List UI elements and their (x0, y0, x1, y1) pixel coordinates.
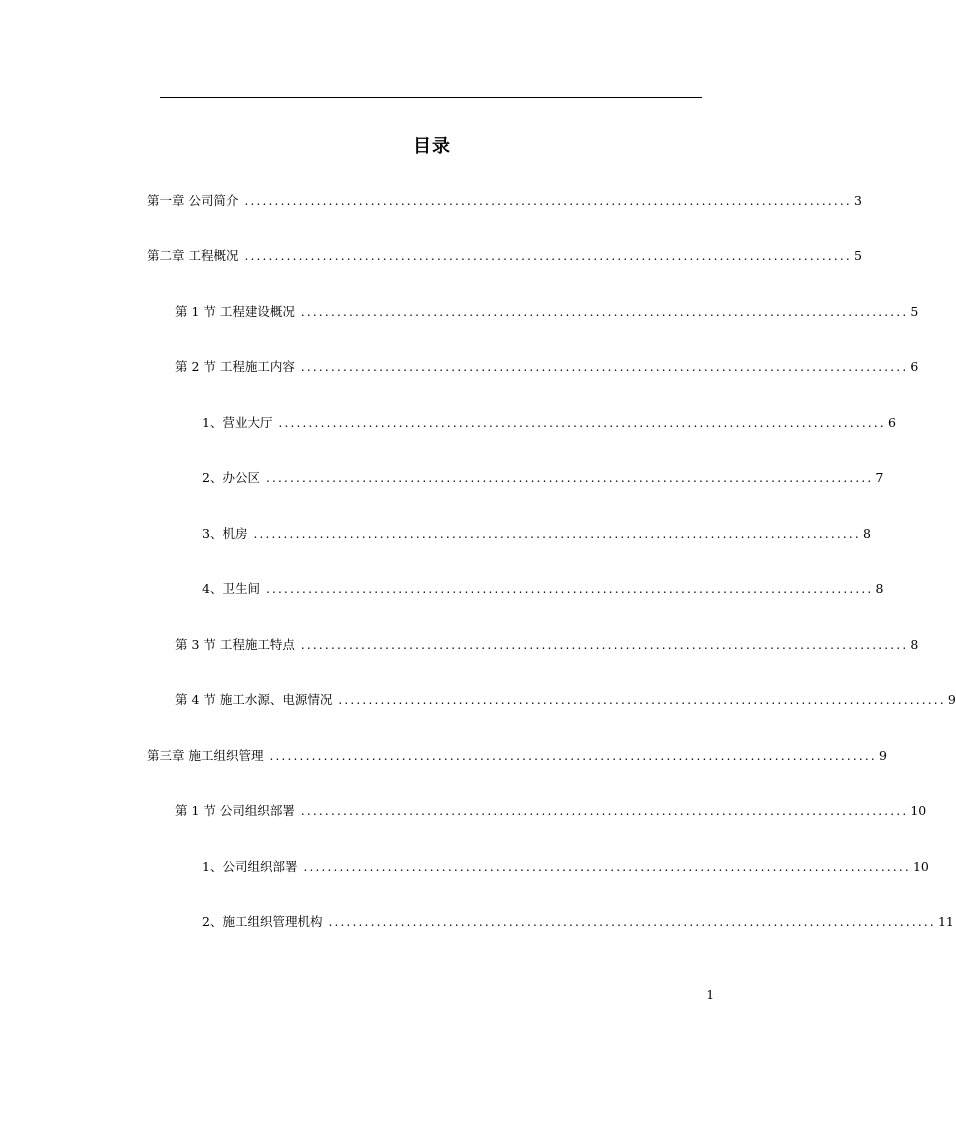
toc-entry-number: 2、 (202, 914, 223, 929)
toc-entry-item[interactable] (202, 857, 929, 877)
toc-entry-label: 营业大厅 (222, 415, 273, 430)
toc-entry-page: 10 (910, 803, 927, 818)
toc-entry-section[interactable] (175, 690, 956, 710)
toc-entry-page: 6 (910, 359, 919, 374)
toc-entry-label: 施工组织管理机构 (222, 914, 323, 929)
toc-entry-chapter-1[interactable] (147, 191, 862, 211)
toc-entry-item[interactable] (202, 912, 954, 932)
toc-entry-label: 第 1 节 工程建设概况 (175, 304, 295, 319)
toc-entry-label: 第二章 工程概况 (147, 248, 239, 263)
toc-entry-label: 办公区 (222, 470, 260, 485)
toc-entry-page: 10 (912, 859, 929, 874)
toc-entry-page: 8 (862, 526, 871, 541)
toc-dot-leader: ..................................................................................................... (338, 693, 946, 707)
footer-page-number: 1 (706, 988, 714, 1002)
toc-entry-number: 4、 (202, 581, 223, 596)
toc-entry-page: 3 (853, 193, 862, 208)
toc-entry-label: 第 2 节 工程施工内容 (175, 359, 295, 374)
toc-dot-leader: ..................................................................................................... (300, 638, 909, 652)
toc-entry-label: 公司组织部署 (222, 859, 298, 874)
toc-entry-label: 第 1 节 公司组织部署 (175, 803, 295, 818)
toc-entry-page: 5 (910, 304, 919, 319)
toc-dot-leader: ..................................................................................................... (269, 749, 877, 763)
toc-entry-item[interactable] (202, 468, 884, 488)
toc-dot-leader: ..................................................................................................... (278, 416, 886, 430)
page-title: 目录 (413, 136, 451, 157)
toc-entry-number: 2、 (202, 470, 223, 485)
toc-dot-leader: ..................................................................................................... (244, 194, 852, 208)
toc-dot-leader: ..................................................................................................... (328, 915, 936, 929)
toc-entry-section[interactable] (175, 302, 919, 322)
toc-entry-item[interactable] (202, 579, 884, 599)
toc-entry-number: 1、 (202, 415, 223, 430)
toc-entry-page: 9 (878, 748, 887, 763)
toc-dot-leader: ..................................................................................................... (300, 804, 909, 818)
toc-entry-label: 第三章 施工组织管理 (147, 748, 264, 763)
toc-entry-page: 8 (910, 637, 919, 652)
toc-entry-section[interactable] (175, 635, 919, 655)
toc-entry-label: 第 3 节 工程施工特点 (175, 637, 295, 652)
toc-entry-label: 第一章 公司简介 (147, 193, 239, 208)
toc-entry-page: 6 (887, 415, 896, 430)
toc-dot-leader: ..................................................................................................... (253, 527, 861, 541)
toc-entry-section[interactable] (175, 357, 919, 377)
toc-entry-page: 9 (947, 692, 956, 707)
toc-entry-page: 7 (875, 470, 884, 485)
toc-entry-page: 5 (853, 248, 862, 263)
toc-entry-number: 1、 (202, 859, 223, 874)
toc-dot-leader: ..................................................................................................... (303, 860, 911, 874)
toc-dot-leader: ..................................................................................................... (244, 249, 852, 263)
toc-entry-chapter-3[interactable] (147, 746, 887, 766)
toc-dot-leader: ..................................................................................................... (300, 305, 909, 319)
toc-entry-number: 3、 (202, 526, 223, 541)
toc-entry-item[interactable] (202, 524, 871, 544)
header-rule (160, 97, 702, 98)
toc-entry-page: 8 (875, 581, 884, 596)
toc-dot-leader: ..................................................................................................... (265, 471, 874, 485)
toc-dot-leader: ..................................................................................................... (300, 360, 909, 374)
toc-entry-label: 卫生间 (222, 581, 260, 596)
toc-entry-page: 11 (937, 914, 954, 929)
toc-entry-chapter-2[interactable] (147, 246, 862, 266)
toc-entry-label: 第 4 节 施工水源、电源情况 (175, 692, 333, 707)
toc-entry-item[interactable] (202, 413, 896, 433)
toc-dot-leader: ..................................................................................................... (265, 582, 874, 596)
toc-entry-label: 机房 (222, 526, 248, 541)
toc-entry-section[interactable] (175, 801, 927, 821)
